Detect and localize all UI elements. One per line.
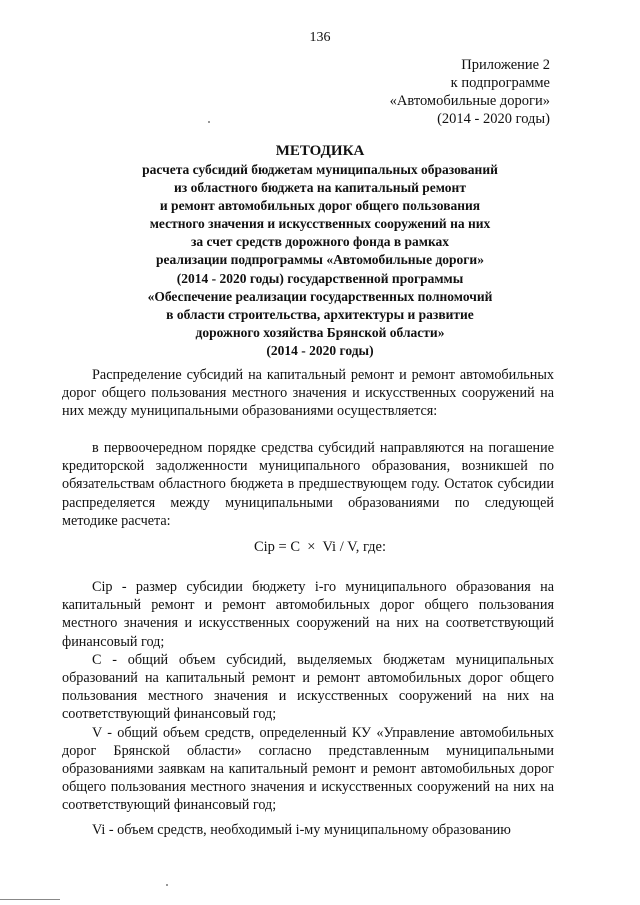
first-priority-paragraph: в первоочередном порядке средства субсидий направляются на погашение кредиторской задолженности муниципального образования, возникшей по обязательствам областного бюджета в предшествующем году. Остаток субсидии распределяется между муниципальными образованиями по следующей методике расчета:: [62, 440, 554, 529]
scan-speck: [208, 121, 210, 123]
scan-edge-line: [0, 899, 60, 900]
subtitle-line: «Обеспечение реализации государственных полномочий: [147, 288, 493, 304]
appendix-line: Приложение 2: [461, 57, 550, 73]
cip-definition: Cip - размер субсидии бюджету i-го муниципального образования на капитальный ремонт и ремонт автомобильных дорог общего пользования местного значения и искусственных сооружений на них на соответствующий финансовый год;: [62, 579, 554, 650]
subtitle-line: из областного бюджета на капитальный ремонт: [174, 180, 466, 196]
subtitle-line: (2014 - 2020 годы) государственной программы: [176, 270, 464, 286]
definitions-block: [62, 578, 554, 815]
appendix-line: (2014 - 2020 годы): [437, 111, 550, 127]
subtitle-line: (2014 - 2020 годы): [266, 342, 374, 358]
scan-speck: [166, 884, 168, 886]
subtitle-line: в области строительства, архитектуры и развитие: [166, 306, 474, 322]
document-title: МЕТОДИКА: [275, 143, 365, 159]
c-definition: С - общий объем субсидий, выделяемых бюджетам муниципальных образований на капитальный ремонт и ремонт автомобильных дорог общего пользования местного значения и искусственных сооружений на них на соответствующий финансовый год;: [62, 651, 554, 723]
vi-definition-block: [62, 821, 554, 839]
formula: Cip = C × Vi / V, где:: [253, 539, 387, 555]
subtitle-line: и ремонт автомобильных дорог общего пользования: [159, 198, 481, 214]
appendix-line: «Автомобильные дороги»: [389, 93, 550, 109]
subtitle-line: расчета субсидий бюджетам муниципальных образований: [142, 162, 498, 177]
document-subtitle: [60, 161, 580, 360]
appendix-block: [390, 56, 550, 128]
subtitle-line: местного значения и искусственных сооружений на них: [149, 216, 491, 232]
first-priority-paragraph-block: [62, 439, 554, 530]
subtitle-line: дорожного хозяйства Брянской области»: [195, 324, 445, 340]
vi-definition: Vi - объем средств, необходимый i-му муниципальному образованию: [92, 822, 511, 838]
subtitle-line: за счет средств дорожного фонда в рамках: [190, 234, 450, 250]
subtitle-line: реализации подпрограммы «Автомобильные дороги»: [156, 252, 484, 268]
v-definition: V - общий объем средств, определенный КУ «Управление автомобильных дорог Брянской области» согласно представленным муниципальными образованиями заявкам на капитальный ремонт и ремонт автомобильных дорог общего пользования местного значения и искусственных сооружений на них на соответствующий финансовый год;: [62, 724, 554, 814]
distribution-paragraph-block: [62, 366, 554, 421]
appendix-line: к подпрограмме: [450, 75, 550, 91]
distribution-paragraph: Распределение субсидий на капитальный ремонт и ремонт автомобильных дорог общего пользования местного значения и искусственных сооружений на них между муниципальными образованиями осуществляется:: [62, 367, 554, 420]
page-number: 136: [309, 30, 331, 45]
